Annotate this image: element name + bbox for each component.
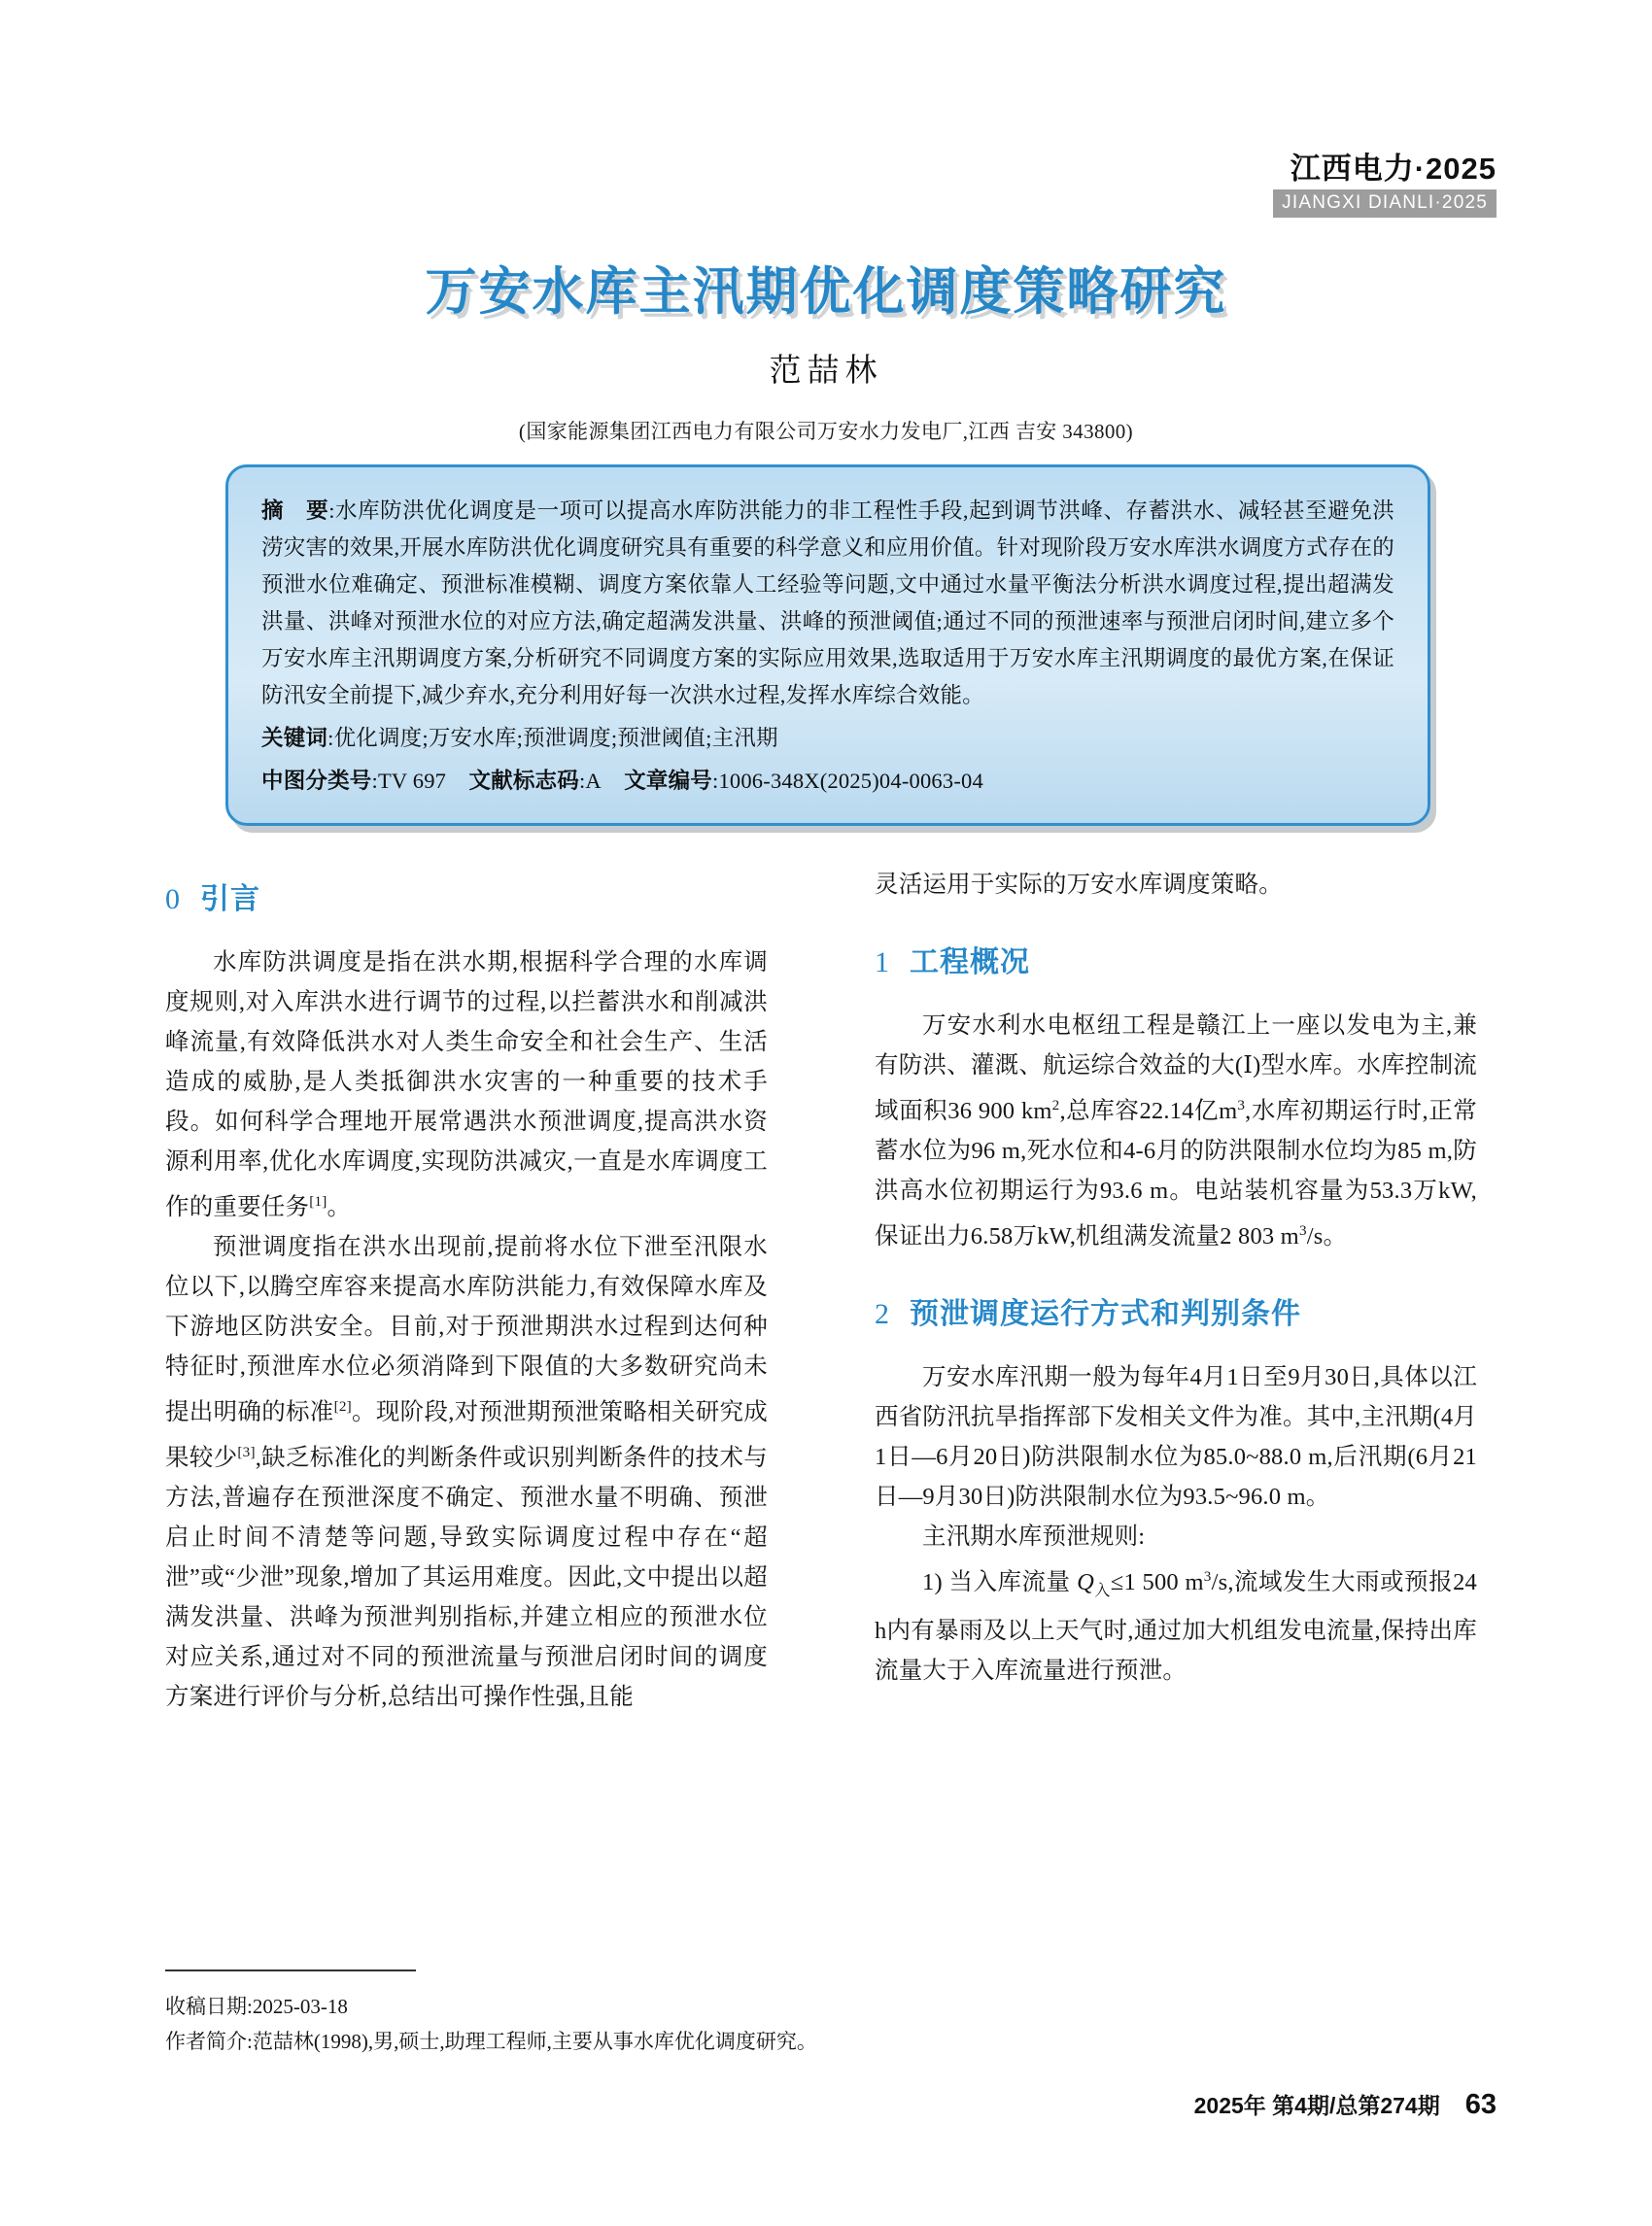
right-paragraph-1-d: /s。 (1306, 1223, 1348, 1250)
abstract-text: 水库防洪优化调度是一项可以提高水库防洪能力的非工程性手段,起到调节洪峰、存蓄洪水、减轻甚至避免洪涝灾害的效果,开展水库防洪优化调度研究具有重要的科学意义和应用价值。针对现阶段万安水库洪水调度方式存在的预泄水位难确定、预泄标准模糊、调度方案依靠人工经验等问题,文中通过水量平衡法分析洪水调度过程,提出超满发洪量、洪峰对预泄水位的对应方法,确定超满发洪量、洪峰的预泄阈值;通过不同的预泄速率与预泄启闭时间,建立多个万安水库主汛期调度方案,分析研究不同调度方案的实际应用效果,选取适用于万安水库主汛期调度的最优方案,在保证防汛安全前提下,减少弃水,充分利用好每一次洪水过程,发挥水库综合效能。 (261, 498, 1394, 707)
right-continued-paragraph: 灵活运用于实际的万安水库调度策略。 (875, 872, 1283, 898)
keywords-text: 优化调度;万安水库;预泄调度;预泄阈值;主汛期 (333, 726, 778, 750)
unit-superscript-m3: 3 (1237, 1097, 1246, 1113)
keywords-separator: : (327, 726, 334, 750)
clc-separator: : (371, 769, 378, 793)
doc-code-label: 文献标志码 (468, 769, 579, 793)
inflow-subscript: 入 (1094, 1583, 1111, 1600)
rule-1-threshold: ≤1 500 m (1110, 1569, 1204, 1596)
article-no-value: 1006-348X(2025)04-0063-04 (718, 769, 983, 793)
abstract-paragraph (261, 493, 1394, 714)
section-heading-0 (165, 874, 768, 917)
citation-ref-1: [1] (309, 1193, 327, 1210)
unit-superscript-km2: 2 (1051, 1097, 1060, 1113)
section-heading-2 (875, 1289, 1477, 1332)
section-number-2: 2 (875, 1298, 890, 1331)
left-paragraph-2 (165, 1227, 768, 1717)
left-paragraph-2-text-c: ,缺乏标准化的判断条件或识别判断条件的技术与方法,普遍存在预泄深度不确定、预泄水量不明确、预泄启止时间不清楚等问题,导致实际调度过程中存在“超泄”或“少泄”现象,增加了其运用难度。因此,文中提出以超满发洪量、洪峰为预泄判别指标,并建立相应的预泄水位对应关系,通过对不同的预泄流量与预泄启闭时间的调度方案进行评价与分析,总结出可操作性强,且能 (165, 1445, 768, 1711)
classification-paragraph (261, 763, 1394, 800)
left-paragraph-1 (165, 942, 768, 1227)
citation-ref-2: [2] (333, 1398, 352, 1416)
received-date-label: 收稿日期 (165, 1995, 247, 2018)
masthead-english-title: JIANGXI DIANLI·2025 (1273, 189, 1497, 218)
masthead-chinese-title: 江西电力·2025 (1290, 152, 1497, 186)
unit-superscript-m3-rule: 3 (1203, 1568, 1212, 1586)
article-author: 范喆林 (769, 354, 883, 389)
footer-issue-info: 2025年 第4期/总第274期 (1193, 2093, 1440, 2118)
section-title-1: 工程概况 (910, 946, 1030, 978)
rule-1-suffix: /s,流域发生大雨或预报24 h内有暴雨及以上天气时,通过加大机组发电流量,保持出库流量大于入库流量进行预泄。 (875, 1569, 1477, 1685)
right-paragraph-1-a: 万安水利水电枢纽工程是赣江上一座以发电为主,兼有防洪、灌溉、航运综合效益的大(Ⅰ)型水库。水库控制流域面积36 900 km (875, 1012, 1477, 1125)
section-number-0: 0 (165, 883, 181, 915)
abstract-box (225, 464, 1430, 826)
right-paragraph-1-c: ,水库初期运行时,正常蓄水位为96 m,死水位和4-6月的防洪限制水位均为85 m,防洪高水位初期运行为93.6 m。电站装机容量为53.3万kW,保证出力6.58万kW,机组满发流量2 803 m (875, 1098, 1477, 1250)
doc-code-separator: : (578, 769, 586, 793)
inflow-symbol: Q (1077, 1569, 1095, 1596)
received-date: 收稿日期:2025-03-18 (165, 1995, 348, 2018)
article-no-separator: : (712, 769, 719, 793)
clc-label: 中图分类号 (261, 769, 372, 793)
footnote-divider (165, 1969, 416, 1971)
keywords-paragraph (261, 720, 1394, 757)
received-date-value: 2025-03-18 (252, 1995, 348, 2018)
right-paragraph-2: 万安水库汛期一般为每年4月1日至9月30日,具体以江西省防汛抗旱指挥部下发相关文件为准。其中,主汛期(4月1日—6月20日)防洪限制水位为85.0~88.0 m,后汛期(6月21日—9月30日)防洪限制水位为93.5~96.0 m。 (875, 1364, 1477, 1511)
clc-value: TV 697 (377, 769, 447, 793)
left-paragraph-2-text-b: 。现阶段,对预泄期预泄策略相关研究成果较少 (165, 1399, 768, 1472)
page-footer (1194, 2088, 1497, 2121)
article-no-label: 文章编号 (624, 769, 712, 793)
right-paragraph-1 (875, 1006, 1477, 1256)
abstract-label: 摘 要 (261, 498, 329, 523)
section-title-2: 预泄调度运行方式和判别条件 (910, 1298, 1301, 1331)
page-title: 万安水库主汛期优化调度策略研究 (425, 263, 1227, 321)
keywords-label: 关键词 (261, 726, 328, 750)
right-paragraph-3: 主汛期水库预泄规则: (922, 1524, 1146, 1551)
section-heading-1 (875, 938, 1477, 980)
abstract-separator: : (328, 498, 335, 523)
citation-ref-3: [3] (237, 1444, 256, 1461)
footnote-block (165, 1989, 1137, 2059)
rule-1-prefix: 1) 当入库流量 (922, 1569, 1078, 1596)
author-bio: 作者简介:范喆林(1998),男,硕士,助理工程师,主要从事水库优化调度研究。 (165, 2030, 817, 2053)
unit-superscript-m3-flow: 3 (1298, 1222, 1307, 1240)
footer-page-number: 63 (1464, 2089, 1497, 2120)
section-number-1: 1 (875, 946, 890, 978)
left-paragraph-1-text: 水库防洪调度是指在洪水期,根据科学合理的水库调度规则,对入库洪水进行调节的过程,以拦蓄洪水和削减洪峰流量,有效降低洪水对人类生命安全和社会生产、生活造成的威胁,是人类抵御洪水灾害的一种重要的技术手段。如何科学合理地开展常遇洪水预泄调度,提高洪水资源利用率,优化水库调度,实现防洪减灾,一直是水库调度工作的重要任务 (165, 949, 768, 1221)
right-paragraph-1-b: ,总库容22.14亿m (1059, 1098, 1238, 1125)
right-column (875, 865, 1477, 1691)
left-paragraph-2-text-a: 预泄调度指在洪水出现前,提前将水位下泄至汛限水位以下,以腾空库容来提高水库防洪能力,有效保障水库及下游地区防洪安全。目前,对于预泄期洪水过程到达何种特征时,预泄库水位必须消降到下限值的大多数研究尚未提出明确的标准 (165, 1234, 768, 1426)
left-column (165, 874, 768, 1717)
article-affiliation: (国家能源集团江西电力有限公司万安水力发电厂,江西 吉安 343800) (518, 420, 1134, 443)
masthead (1273, 154, 1497, 218)
left-paragraph-1-end: 。 (327, 1194, 352, 1221)
author-bio-label: 作者简介 (165, 2030, 247, 2053)
right-rule-item-1 (875, 1557, 1477, 1691)
author-bio-value: 范喆林(1998),男,硕士,助理工程师,主要从事水库优化调度研究。 (252, 2030, 817, 2053)
section-title-0: 引言 (200, 883, 260, 915)
doc-code-value: A (585, 769, 602, 793)
